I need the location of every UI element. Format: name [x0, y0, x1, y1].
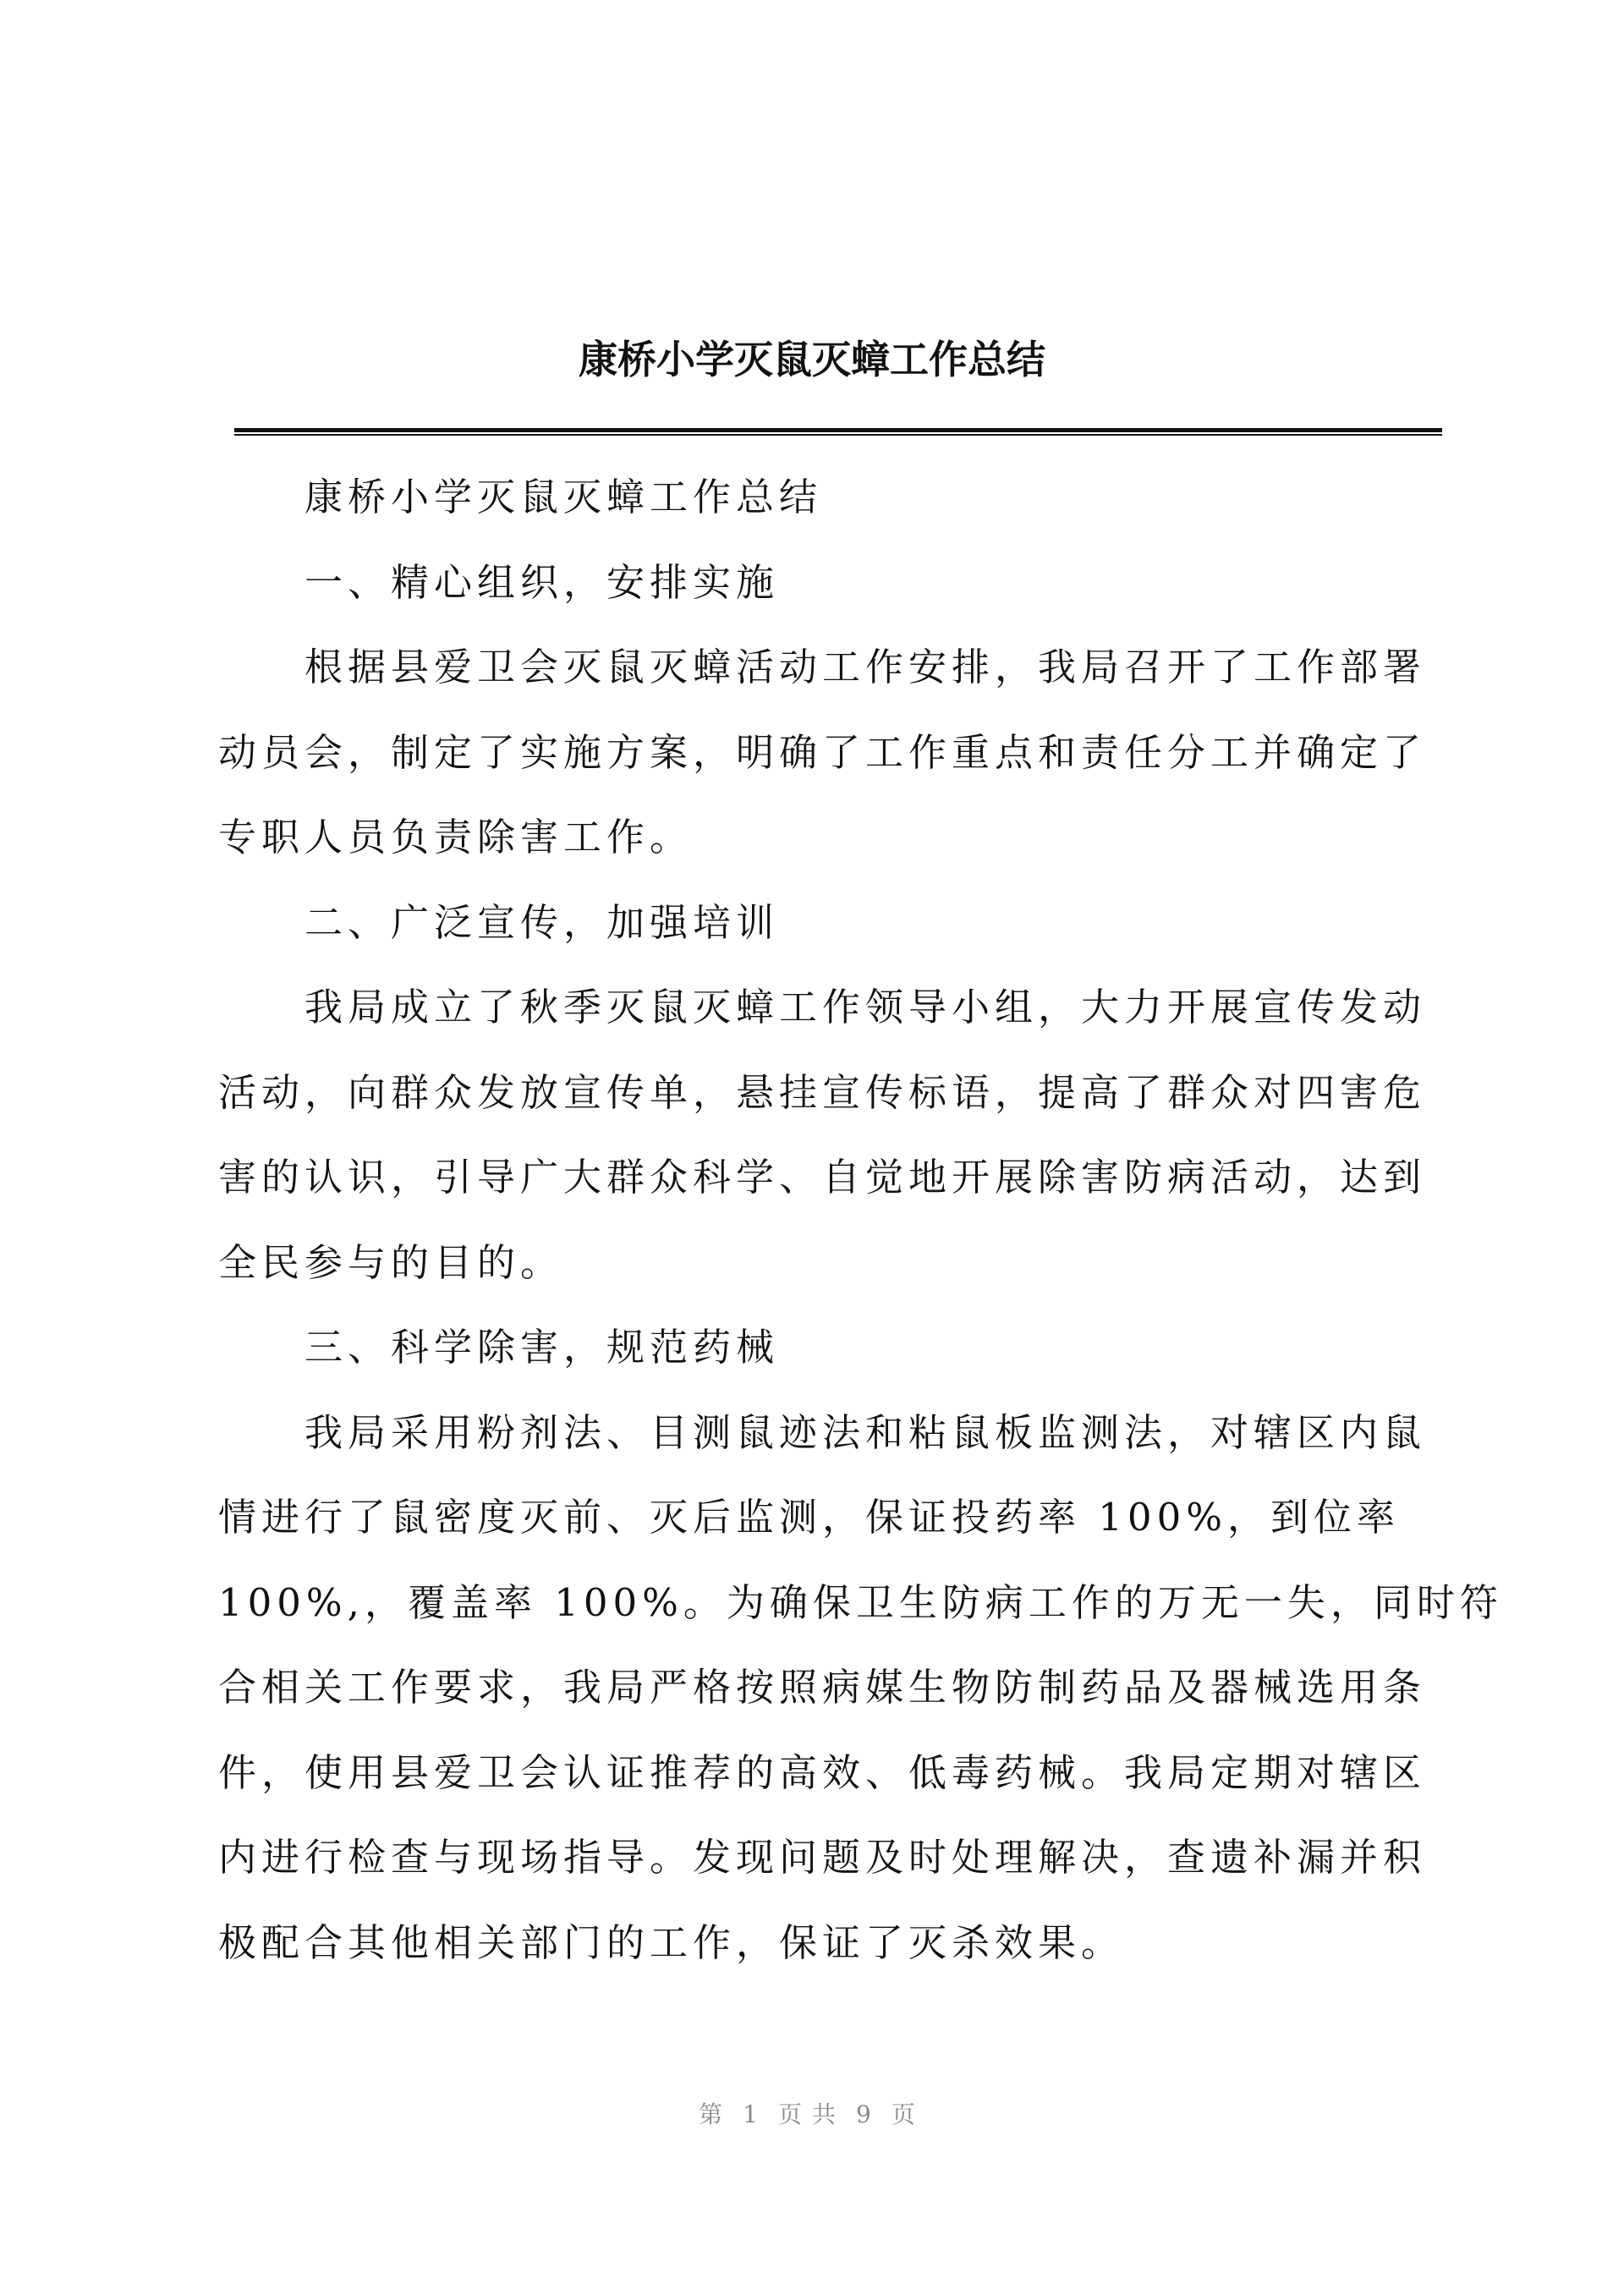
paragraph — [218, 881, 1445, 966]
paragraph — [218, 1305, 1445, 1391]
text-line: 我局成立了秋季灭鼠灭蟑工作领导小组，大力开展宣传发动 — [304, 985, 1427, 1029]
page-footer — [0, 2096, 1624, 2130]
footer-middle: 页共 — [777, 2100, 846, 2128]
footer-page-number: 1 — [743, 2100, 768, 2128]
text-line: 情进行了鼠密度灭前、灭后监测，保证投药率 100%，到位率 — [218, 1495, 1400, 1540]
paragraph — [218, 455, 1445, 541]
paragraph — [218, 541, 1445, 626]
text-line: 极配合其他相关部门的工作，保证了灭杀效果。 — [218, 1919, 1125, 1965]
text-line: 康桥小学灭鼠灭蟑工作总结 — [304, 475, 823, 519]
footer-suffix: 页 — [891, 2100, 925, 2128]
text-line: 全民参与的目的。 — [218, 1239, 564, 1285]
text-line: 三、科学除害，规范药械 — [304, 1325, 780, 1370]
document-body — [218, 455, 1503, 1985]
text-line: 合相关工作要求，我局严格按照病媒生物防制药品及器械选用条 — [218, 1665, 1427, 1710]
footer-prefix: 第 — [699, 2100, 733, 2128]
document-title: 康桥小学灭鼠灭蟑工作总结 — [579, 337, 1045, 382]
footer-total-pages: 9 — [856, 2100, 881, 2128]
text-line: 害的认识，引导广大群众科学、自觉地开展除害防病活动，达到 — [218, 1155, 1427, 1200]
text-line: 件，使用县爱卫会认证推荐的高效、低毒药械。我局定期对辖区 — [218, 1749, 1427, 1795]
text-line: 内进行检查与现场指导。发现问题及时处理解决，查遗补漏并积 — [218, 1835, 1427, 1880]
text-line: 二、广泛宣传，加强培训 — [304, 899, 780, 945]
text-line: 100%,，覆盖率 100%。为确保卫生防病工作的万无一失，同时符 — [218, 1579, 1503, 1625]
text-line: 一、精心组织，安排实施 — [304, 559, 780, 605]
text-line: 我局采用粉剂法、目测鼠迹法和粘鼠板监测法，对辖区内鼠 — [304, 1409, 1427, 1455]
paragraph — [218, 965, 1445, 1305]
text-line: 专职人员负责除害工作。 — [218, 815, 694, 859]
text-line: 动员会，制定了实施方案，明确了工作重点和责任分工并确定了 — [218, 729, 1427, 775]
title-divider — [234, 428, 1442, 436]
text-line: 活动，向群众发放宣传单，悬挂宣传标语，提高了群众对四害危 — [218, 1069, 1427, 1115]
paragraph — [218, 1391, 1503, 1986]
paragraph — [218, 625, 1445, 881]
text-line: 根据县爱卫会灭鼠灭蟑活动工作安排，我局召开了工作部署 — [304, 645, 1427, 689]
